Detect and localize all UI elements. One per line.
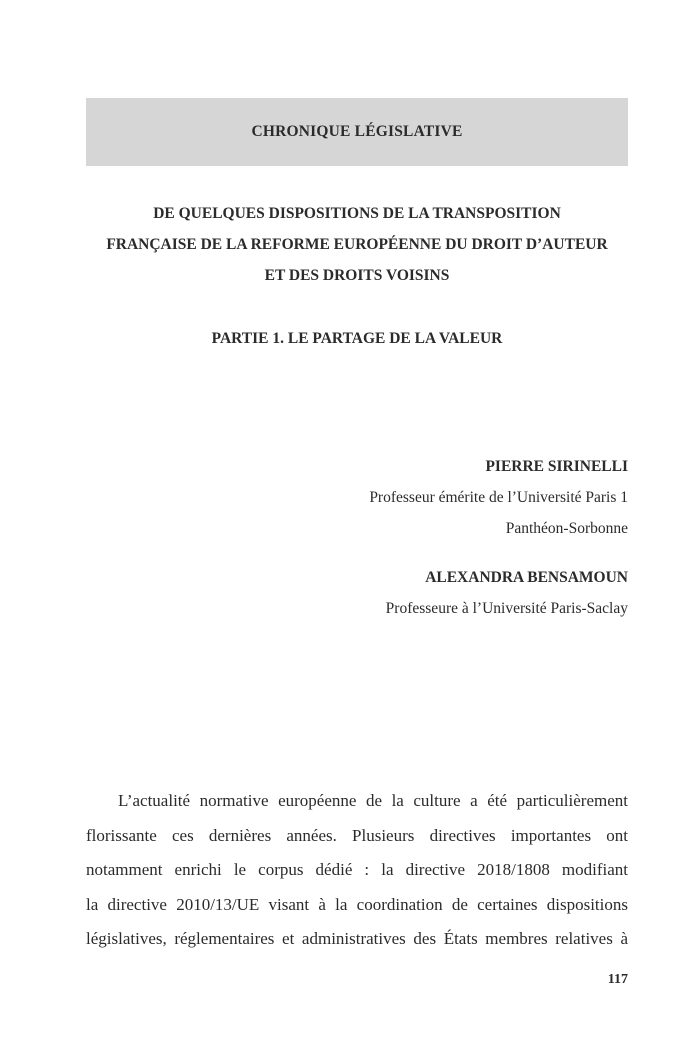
part-title: PARTIE 1. LE PARTAGE DE LA VALEUR — [211, 330, 503, 347]
section-banner — [86, 98, 628, 166]
body-line: florissante ces dernières années. Plusieurs directives importantes ont — [86, 825, 628, 845]
page-number: 117 — [607, 972, 628, 987]
author-name: PIERRE SIRINELLI — [485, 458, 628, 475]
article-title — [80, 198, 634, 291]
body-line: notamment enrichi le corpus dédié : la directive 2018/1808 modifiant — [86, 860, 628, 879]
body-paragraph — [86, 784, 628, 957]
author-name: ALEXANDRA BENSAMOUN — [425, 569, 628, 586]
section-title: CHRONIQUE LÉGISLATIVE — [251, 123, 463, 140]
article-title-line: FRANÇAISE DE LA REFORME EUROPÉENNE DU DROIT D’AUTEUR — [106, 236, 608, 253]
author-block — [300, 562, 628, 624]
author-block — [300, 451, 628, 544]
author-affiliation: Professeure à l’Université Paris-Saclay — [385, 600, 628, 617]
body-line: législatives, réglementaires et administratives des États membres relatives à — [86, 929, 628, 948]
author-affiliation: Panthéon-Sorbonne — [505, 520, 628, 537]
article-title-line: ET DES DROITS VOISINS — [264, 267, 450, 284]
author-affiliation: Professeur émérite de l’Université Paris 1 — [369, 489, 628, 506]
body-line: la directive 2010/13/UE visant à la coordination de certaines dispositions — [86, 894, 628, 914]
body-line: L’actualité normative européenne de la culture a été particulièrement — [118, 791, 628, 810]
article-title-line: DE QUELQUES DISPOSITIONS DE LA TRANSPOSITION — [153, 205, 561, 222]
